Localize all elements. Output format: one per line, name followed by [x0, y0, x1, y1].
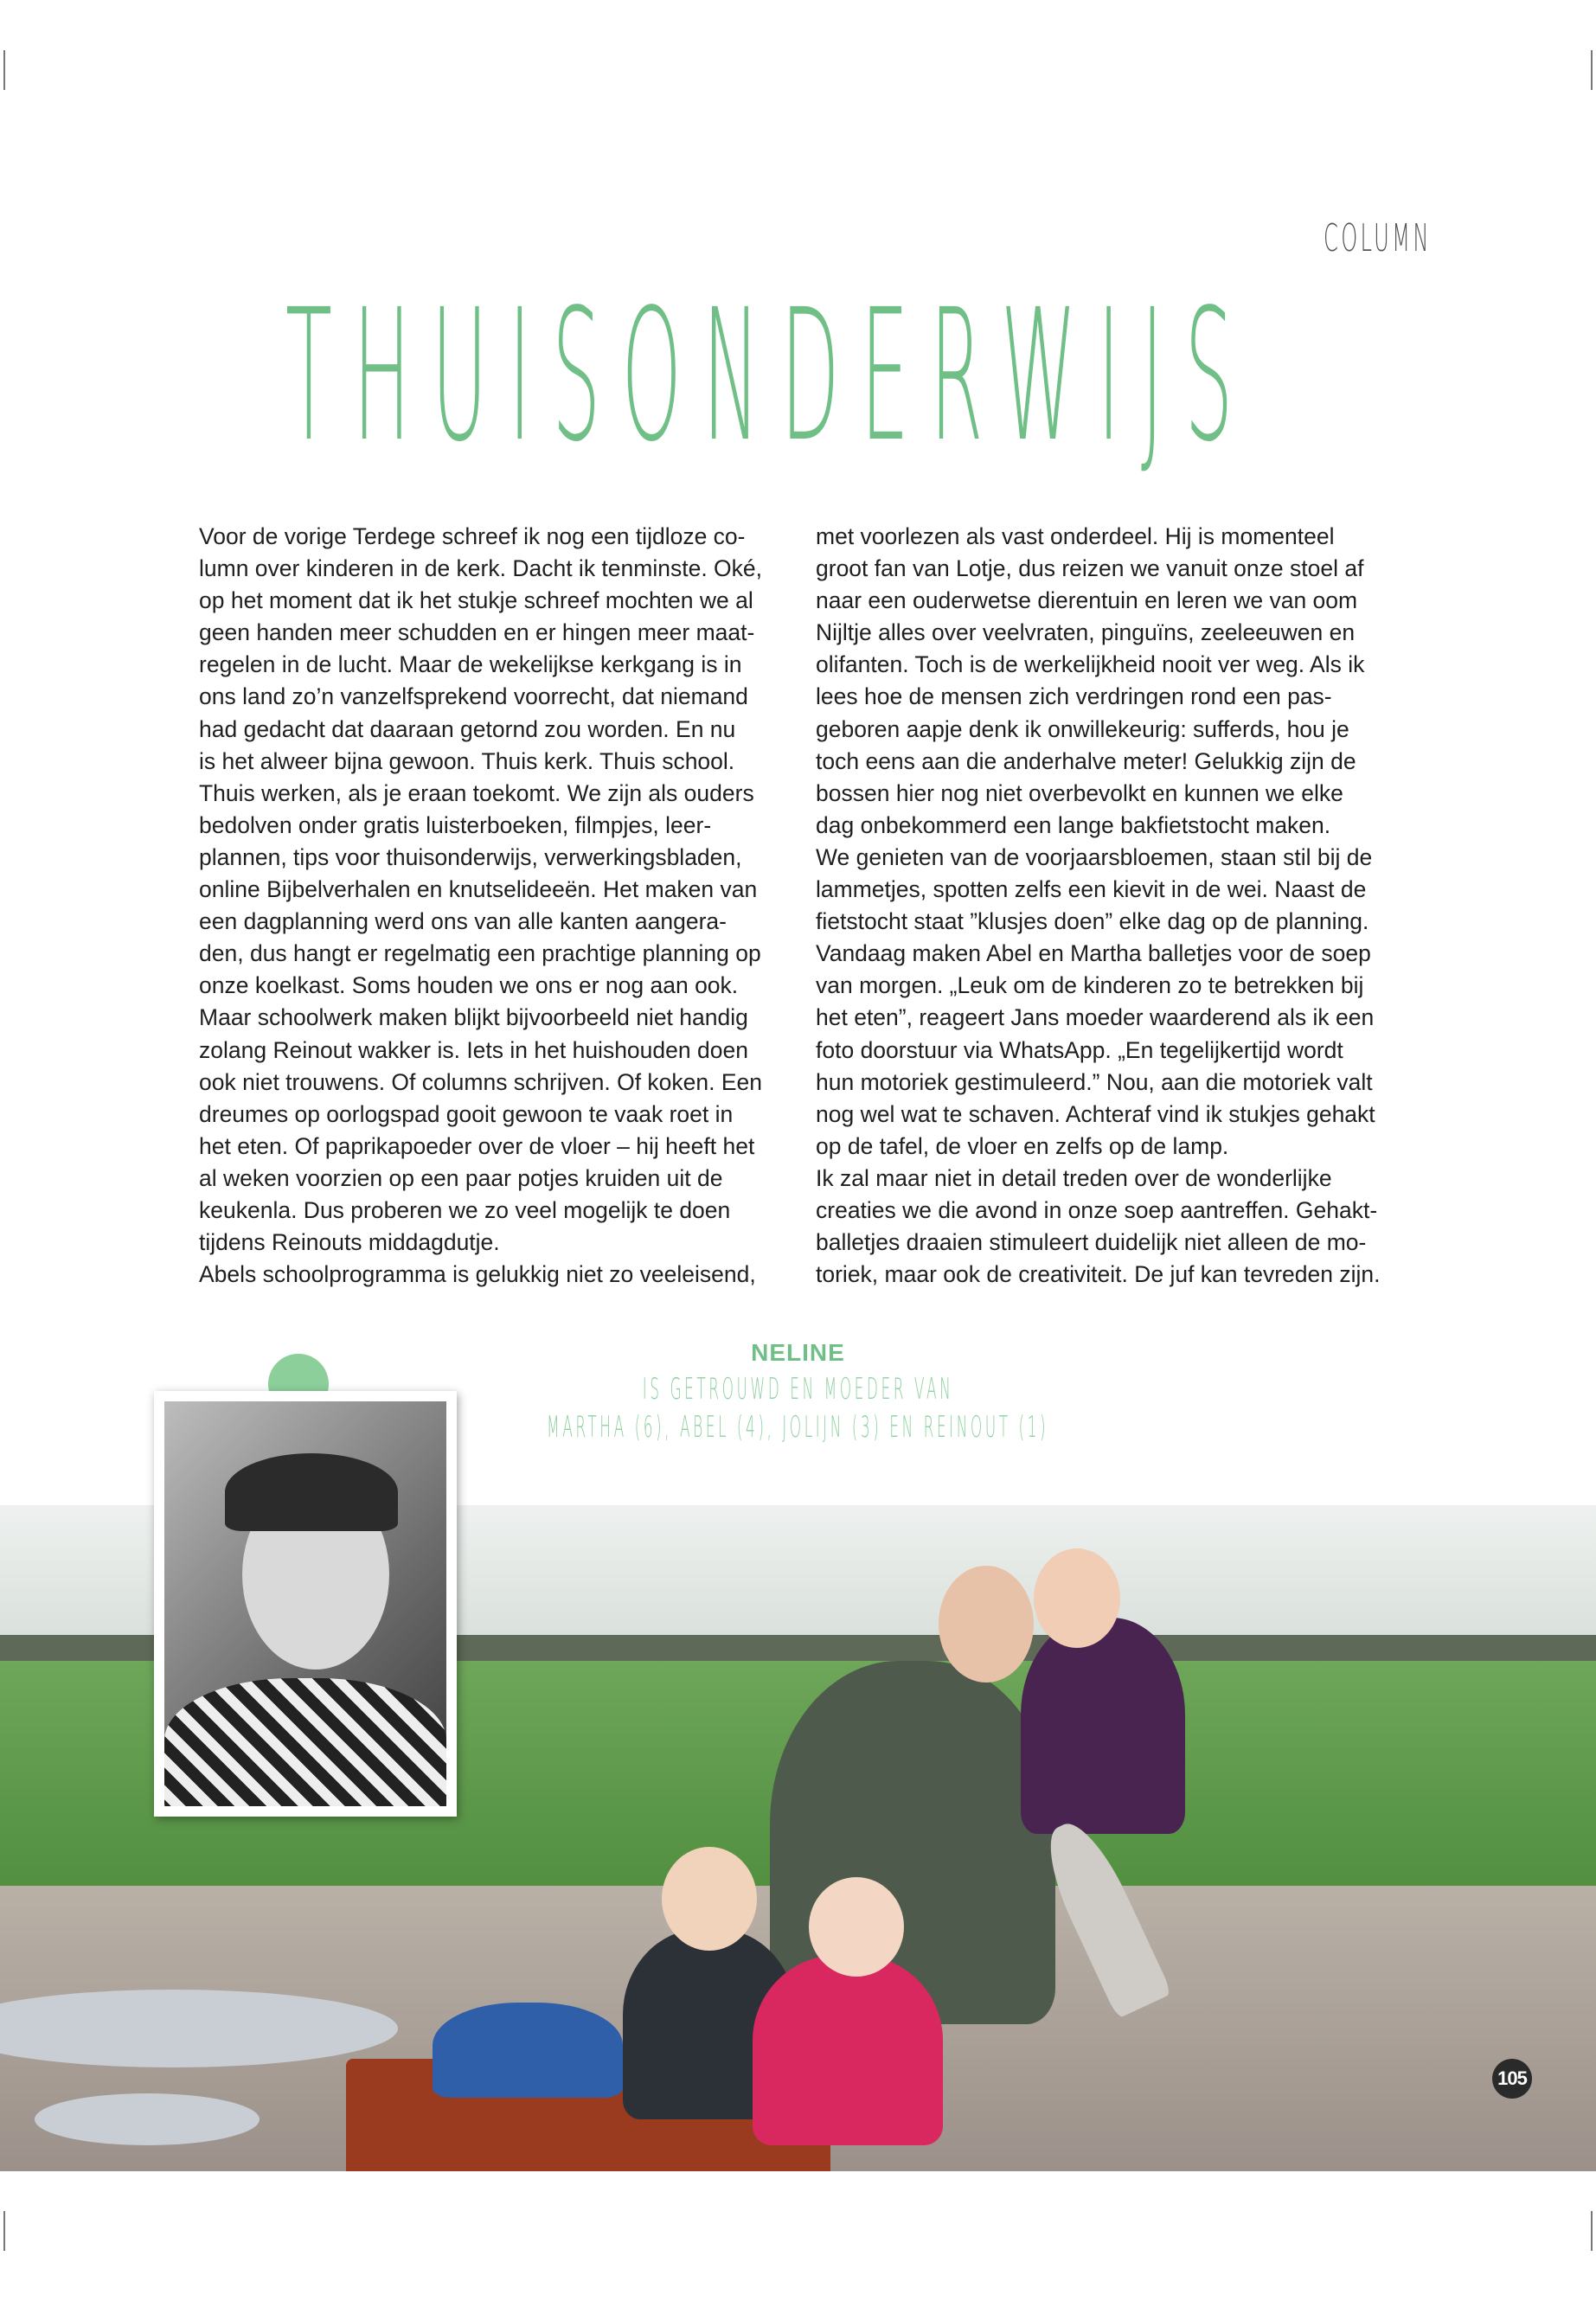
page-number: 105	[1492, 2059, 1532, 2099]
author-portrait	[164, 1401, 446, 1806]
article-column-right	[816, 521, 1387, 1291]
photo-boy-head	[662, 1847, 757, 1951]
crop-mark-top-left	[3, 50, 5, 90]
section-label: COLUMN	[1324, 216, 1432, 260]
page-title: THUISONDERWIJS	[285, 270, 1254, 482]
author-bio-line-1: IS GETROUWD EN MOEDER VAN	[642, 1372, 954, 1407]
author-portrait-frame	[154, 1391, 457, 1817]
crop-mark-top-right	[1591, 50, 1593, 90]
portrait-hair	[225, 1453, 398, 1531]
photo-girl-purple	[1021, 1618, 1185, 1834]
author-name: NELINE	[751, 1339, 845, 1366]
article-column-left	[199, 521, 770, 1291]
crop-mark-bottom-right	[1591, 2211, 1593, 2251]
portrait-shoulders	[164, 1678, 446, 1806]
crop-mark-bottom-left	[3, 2211, 5, 2251]
article-text-right: met voorlezen als vast onderdeel. Hij is momenteel groot fan van Lotje, dus reizen we vanuit onze stoel af naar een ouderwetse dierentuin en leren we van oom Nijltje alles over veelvraten, pinguïns, zeeleeuwen en olifanten. Toch is de werkelijkheid nooit ver weg. Als ik lees hoe de mensen zich verdringen rond een pas- geboren aapje denk ik onwillekeurig: sufferds, hou je toch eens aan die anderhalve meter! Gelukkig zijn de bossen hier nog niet overbevolkt en kunnen we elke dag onbekommerd een lange bakfietstocht maken. We genieten van de voorjaarsbloemen, staan stil bij de lammetjes, spotten zelfs een kievit in de wei. Naast de fietstocht staat ”klusjes doen” elke dag op de planning. Vandaag maken Abel en Martha balletjes voor de soep van morgen. „Leuk om de kinderen zo te betrekken bij het eten”, reageert Jans moeder waarderend als ik een foto doorstuur via WhatsApp. „En tegelijkertijd wordt hun motoriek gestimuleerd.” Nou, aan die motoriek valt nog wel wat te schaven. Achteraf vind ik stukjes gehakt op de tafel, de vloer en zelfs op de lamp. Ik zal maar niet in detail treden over de wonderlijke creaties we die avond in onze soep aantreffen. Gehakt- balletjes draaien stimuleert duidelijk niet alleen de mo- toriek, maar ook de creativiteit. De juf kan tevreden zijn.	[816, 523, 1381, 1288]
photo-puddle	[35, 2093, 260, 2145]
photo-toddler-pink	[753, 1955, 943, 2145]
photo-toddler-head	[809, 1877, 904, 1977]
photo-girl-head	[1034, 1548, 1120, 1648]
author-bio-line-2: MARTHA (6), ABEL (4), JOLIJN (3) EN REINOUT (1)	[547, 1410, 1049, 1445]
article-text-left: Voor de vorige Terdege schreef ik nog een tijdloze co- lumn over kinderen in de kerk. Dacht ik tenminste. Oké, op het moment dat ik het stukje schreef mochten we al geen handen meer schudden en er hingen meer maat- regelen in de lucht. Maar de wekelijkse kerkgang is in ons land zo’n vanzelfsprekend voorrecht, dat niemand had gedacht dat daaraan getornd zou worden. En nu is het alweer bijna gewoon. Thuis kerk. Thuis school. Thuis werken, als je eraan toekomt. We zijn als ouders bedolven onder gratis luisterboeken, filmpjes, leer- plannen, tips voor thuisonderwijs, verwerkingsbladen, online Bijbelverhalen en knutselideeën. Het maken van een dagplanning werd ons van alle kanten aangera- den, dus hangt er regelmatig een prachtige planning op onze koelkast. Soms houden we ons er nog aan ook. Maar schoolwerk maken blijkt bijvoorbeeld niet handig zolang Reinout wakker is. Iets in het huishouden doen ook niet trouwens. Of columns schrijven. Of koken. Een dreumes op oorlogspad gooit gewoon te vaak roet in het eten. Of paprikapoeder over de vloer – hij heeft het al weken voorzien op een paar potjes kruiden uit de keukenla. Dus proberen we zo veel mogelijk te doen tijdens Reinouts middagdutje. Abels schoolprogramma is gelukkig niet zo veeleisend,	[199, 523, 763, 1288]
photo-blue-blanket	[433, 2003, 623, 2098]
photo-mother-head	[939, 1566, 1034, 1682]
